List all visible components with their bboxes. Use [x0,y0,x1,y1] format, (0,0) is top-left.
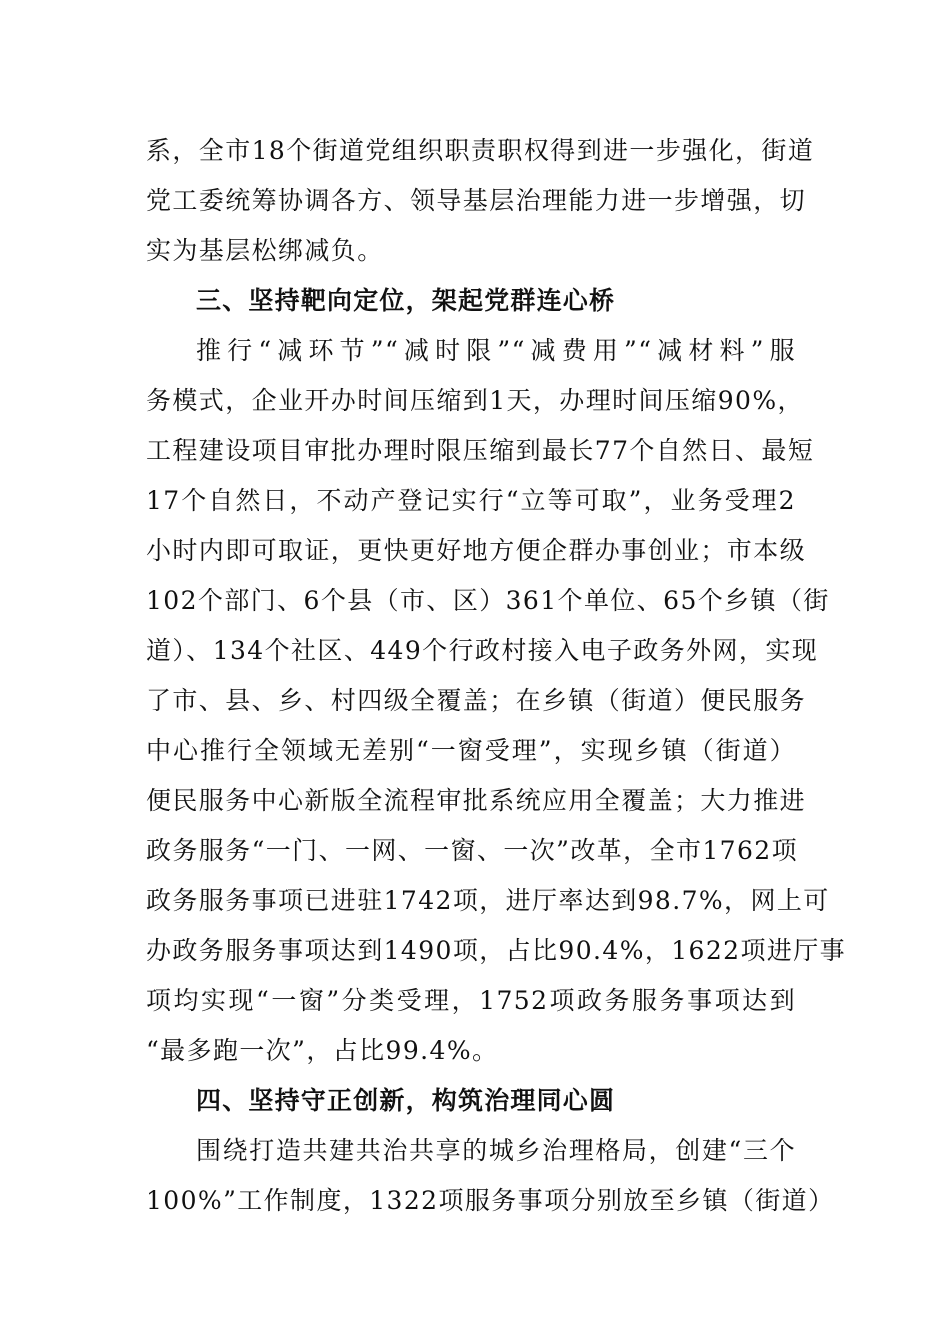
body-text-line: 中心推行全领域无差别“一窗受理”，实现乡镇（街道） [146,736,796,765]
body-text-line: 便民服务中心新版全流程审批系统应用全覆盖；大力推进 [146,786,807,815]
body-text-line: 了市、县、乡、村四级全覆盖；在乡镇（街道）便民服务 [146,686,807,715]
body-text-line: “最多跑一次”，占比99.4%。 [146,1036,499,1065]
body-text-line: 102个部门、6个县（市、区）361个单位、65个乡镇（街 [146,586,830,615]
body-text-line: 项均实现“一窗”分类受理，1752项政务服务事项达到 [146,986,796,1015]
body-text-line: 17个自然日，不动产登记实行“立等可取”，业务受理2 [146,486,796,515]
body-text-line: 务模式，企业开办时间压缩到1天，办理时间压缩90%， [146,386,804,415]
body-text-line: 系，全市18个街道党组织职责职权得到进一步强化，街道 [146,136,815,165]
body-text-line: 党工委统筹协调各方、领导基层治理能力进一步增强，切 [146,186,807,215]
body-text-line: 推行“减环节”“减时限”“减费用”“减材料”服 [196,336,796,365]
body-text-line: 政务服务“一门、一网、一窗、一次”改革，全市1762项 [146,836,798,865]
body-text-line: 实为基层松绑减负。 [146,236,384,265]
section-heading-4: 四、坚持守正创新，构筑治理同心圆 [196,1086,616,1115]
body-text-line: 工程建设项目审批办理时限压缩到最长77个自然日、最短 [146,436,815,465]
body-text-line: 围绕打造共建共治共享的城乡治理格局，创建“三个 [196,1136,796,1165]
body-text-line: 100%”工作制度，1322项服务事项分别放至乡镇（街道） [146,1186,835,1215]
body-text-line: 政务服务事项已进驻1742项，进厅率达到98.7%，网上可 [146,886,830,915]
body-text-line: 道）、134个社区、449个行政村接入电子政务外网，实现 [146,636,819,665]
body-text-line: 小时内即可取证，更快更好地方便企群办事创业；市本级 [146,536,807,565]
section-heading-3: 三、坚持靶向定位，架起党群连心桥 [196,286,616,315]
body-text-line: 办政务服务事项达到1490项，占比90.4%，1622项进厅事 [146,936,847,965]
